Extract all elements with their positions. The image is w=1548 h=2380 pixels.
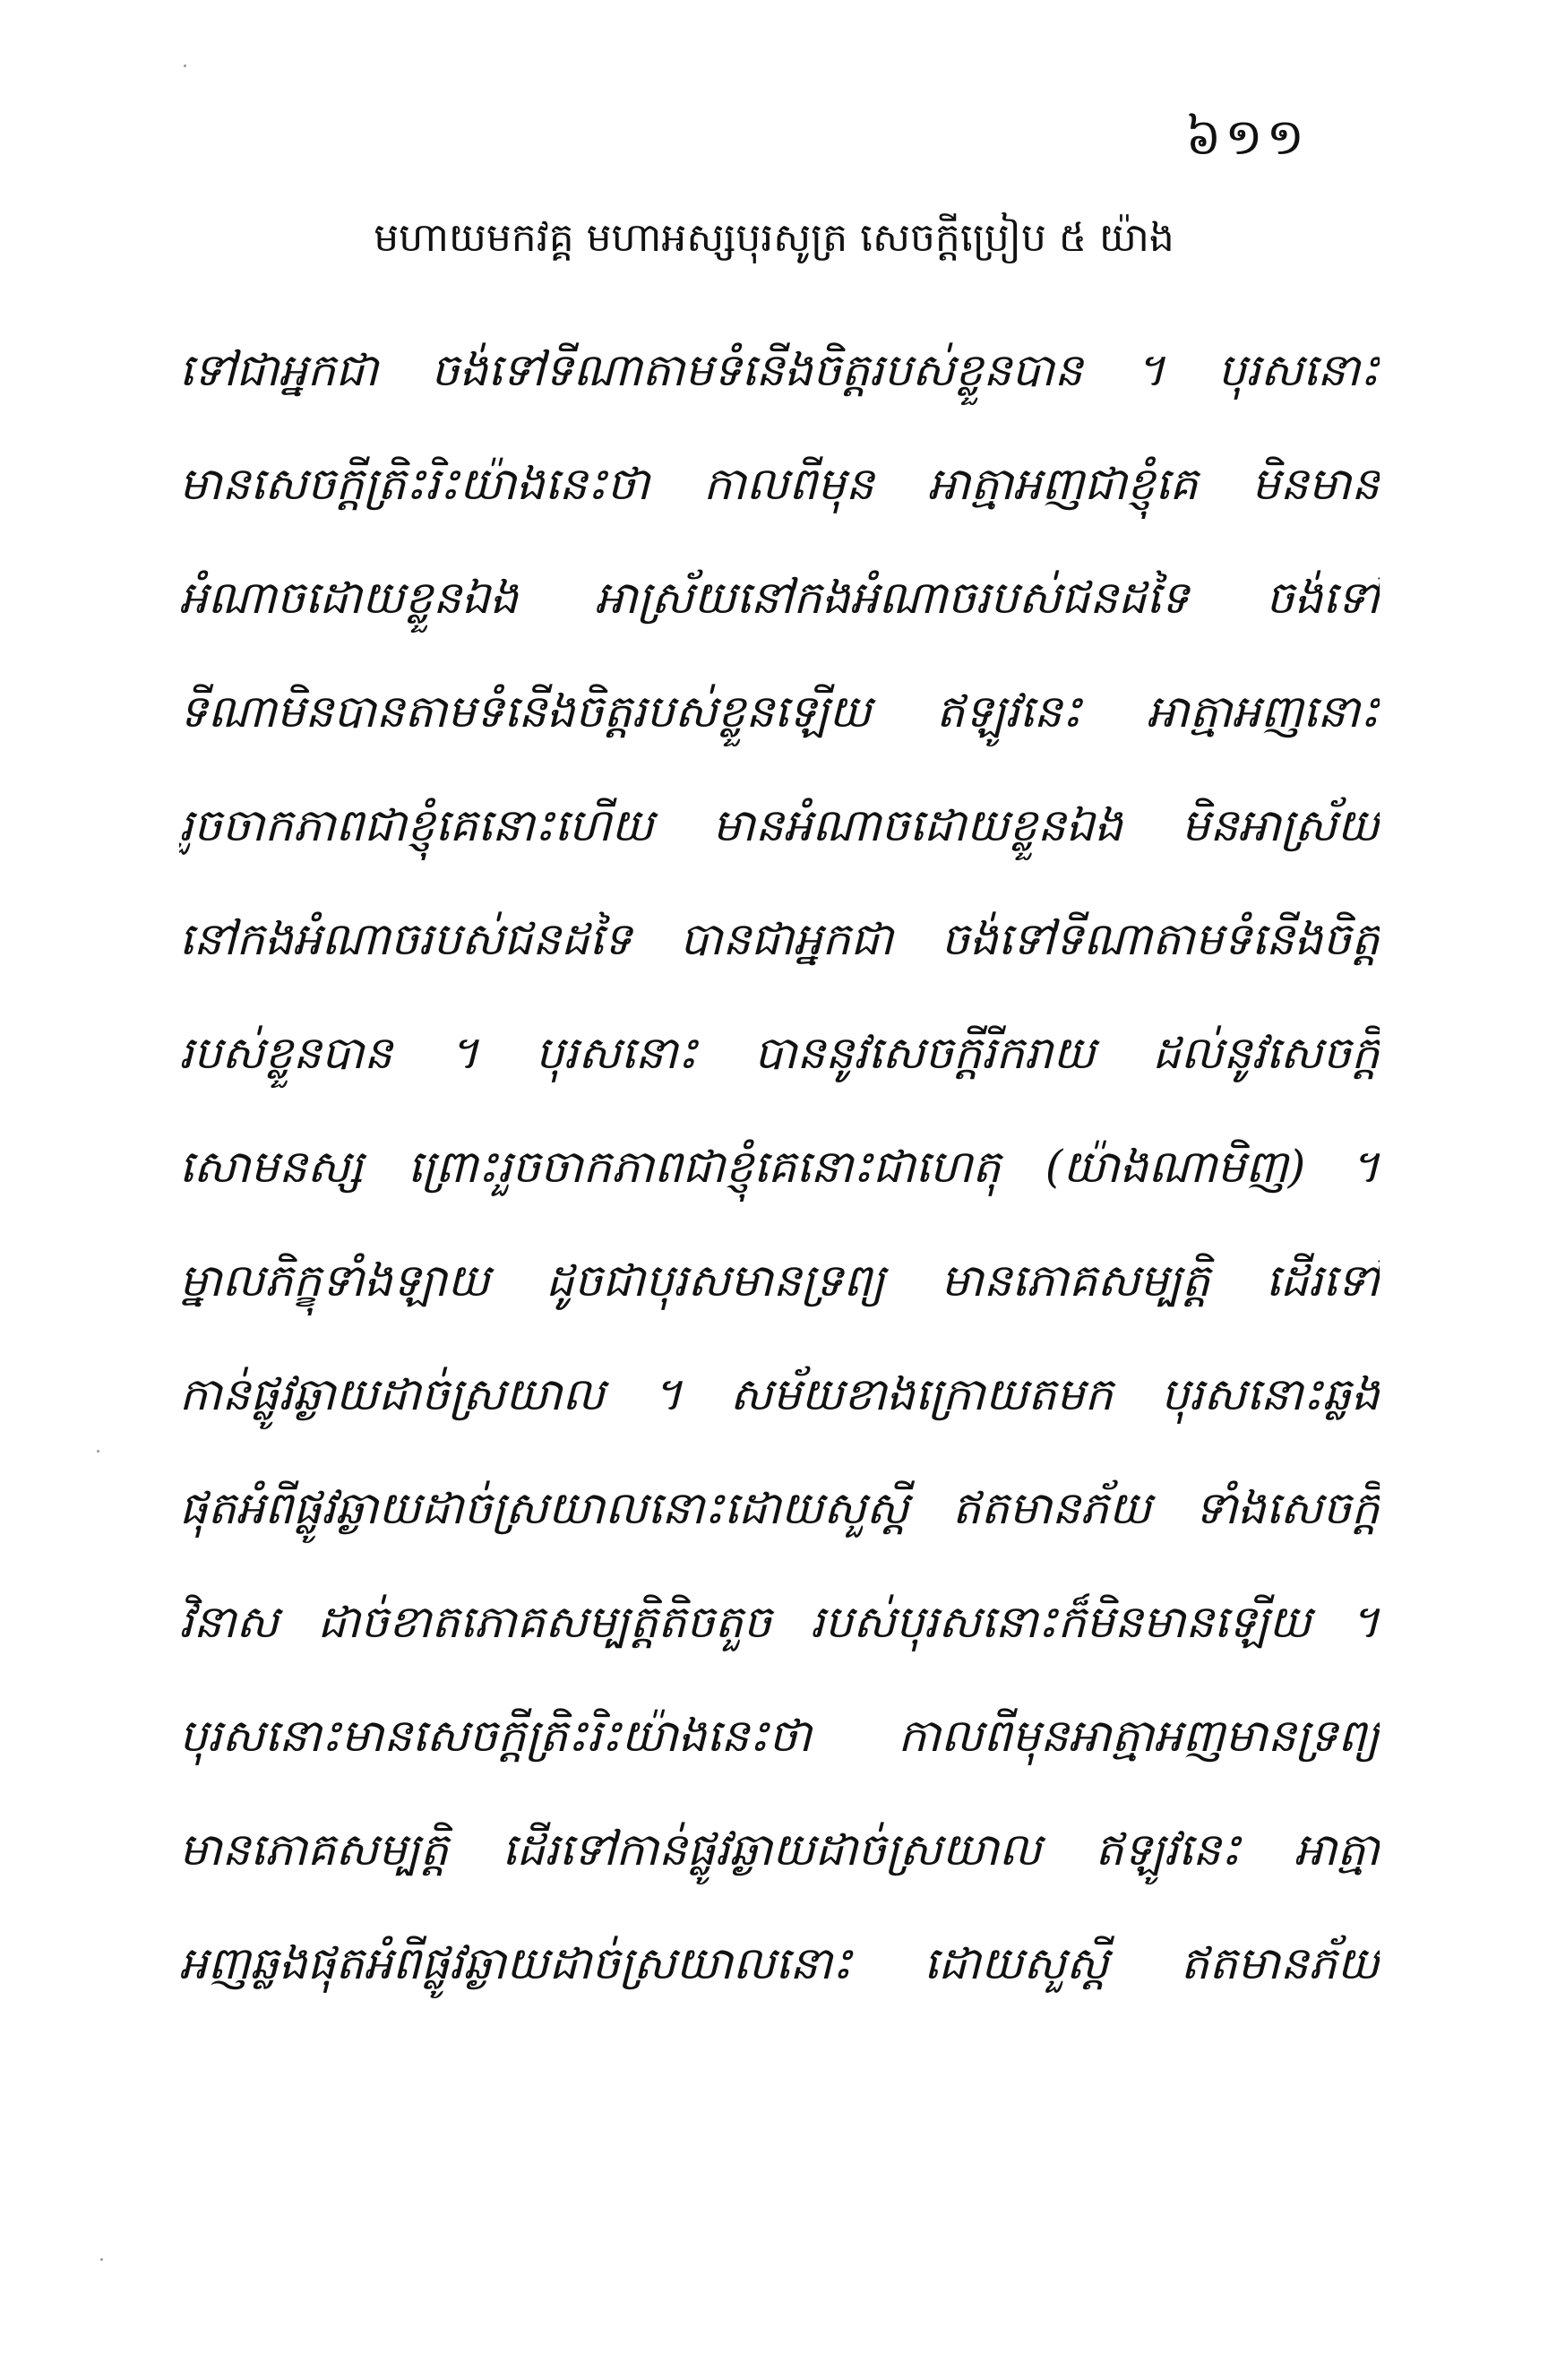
body-text	[179, 314, 1380, 2021]
scan-speck	[97, 1450, 99, 1453]
text-line: មានភោគសម្បត្តិ ដើរទៅកាន់ផ្លូវឆ្ងាយដាច់ស្រយាល ឥឡូវនេះ អាត្មា	[179, 1824, 1380, 1876]
text-line: ទៅជាអ្នកជា ចង់ទៅទីណាតាមទំនើងចិត្តរបស់ខ្លួនបាន ។ បុរសនោះ	[179, 344, 1380, 396]
text-line: បុរសនោះមានសេចក្តីត្រិះរិះយ៉ាងនេះថា កាលពីមុនអាត្មាអញមានទ្រព្យ	[179, 1710, 1380, 1762]
text-line: វិនាស ដាច់ខាតភោគសម្បត្តិតិចតួច របស់បុរសនោះក៏មិនមានឡើយ ។	[179, 1596, 1380, 1648]
running-header: មហាយមកវគ្គ មហាអស្សបុរសូត្រ សេចក្តីប្រៀប ៥ យ៉ាង	[374, 215, 1174, 261]
text-line: ទីណាមិនបានតាមទំនើងចិត្តរបស់ខ្លួនឡើយ ឥឡូវនេះ អាត្មាអញនោះ	[179, 686, 1380, 737]
text-line: អំណាចដោយខ្លួនឯង អាស្រ័យនៅកងអំណាចរបស់ជនដទៃ ចង់ទៅ	[179, 572, 1380, 624]
scan-speck	[184, 65, 186, 67]
text-line: របស់ខ្លួនបាន ។ បុរសនោះ បាននូវសេចក្តីរីករាយ ដល់នូវសេចក្តី	[179, 1027, 1380, 1079]
text-line: ម្នាលភិក្ខុទាំងឡាយ ដូចជាបុរសមានទ្រព្យ មានភោគសម្បត្តិ ដើរទៅ	[179, 1255, 1380, 1306]
text-line: កាន់ផ្លូវឆ្ងាយដាច់ស្រយាល ។ សម័យខាងក្រោយតមក បុរសនោះឆ្លង	[179, 1368, 1380, 1420]
page-number: ៦១១	[1185, 108, 1308, 167]
text-line: សោមនស្ស ព្រោះរួចចាកភាពជាខ្ញុំគេនោះជាហេតុ (យ៉ាងណាមិញ) ។	[179, 1141, 1380, 1193]
text-line: ផុតអំពីផ្លូវឆ្ងាយដាច់ស្រយាលនោះដោយសួស្តី ឥតមានភ័យ ទាំងសេចក្តី	[179, 1482, 1380, 1534]
text-line: នៅកងអំណាចរបស់ជនដទៃ បានជាអ្នកជា ចង់ទៅទីណាតាមទំនើងចិត្ត	[179, 913, 1380, 965]
text-line: មានសេចក្តីត្រិះរិះយ៉ាងនេះថា កាលពីមុន អាត្មាអញជាខ្ញុំគេ មិនមាន	[179, 458, 1380, 510]
scan-speck	[100, 2258, 103, 2261]
text-line: អញឆ្លងផុតអំពីផ្លូវឆ្ងាយដាច់ស្រយាលនោះ ដោយសួស្តី ឥតមានភ័យ	[179, 1937, 1380, 1989]
text-line: រួចចាកភាពជាខ្ញុំគេនោះហើយ មានអំណាចដោយខ្លួនឯង មិនអាស្រ័យ	[179, 799, 1380, 851]
